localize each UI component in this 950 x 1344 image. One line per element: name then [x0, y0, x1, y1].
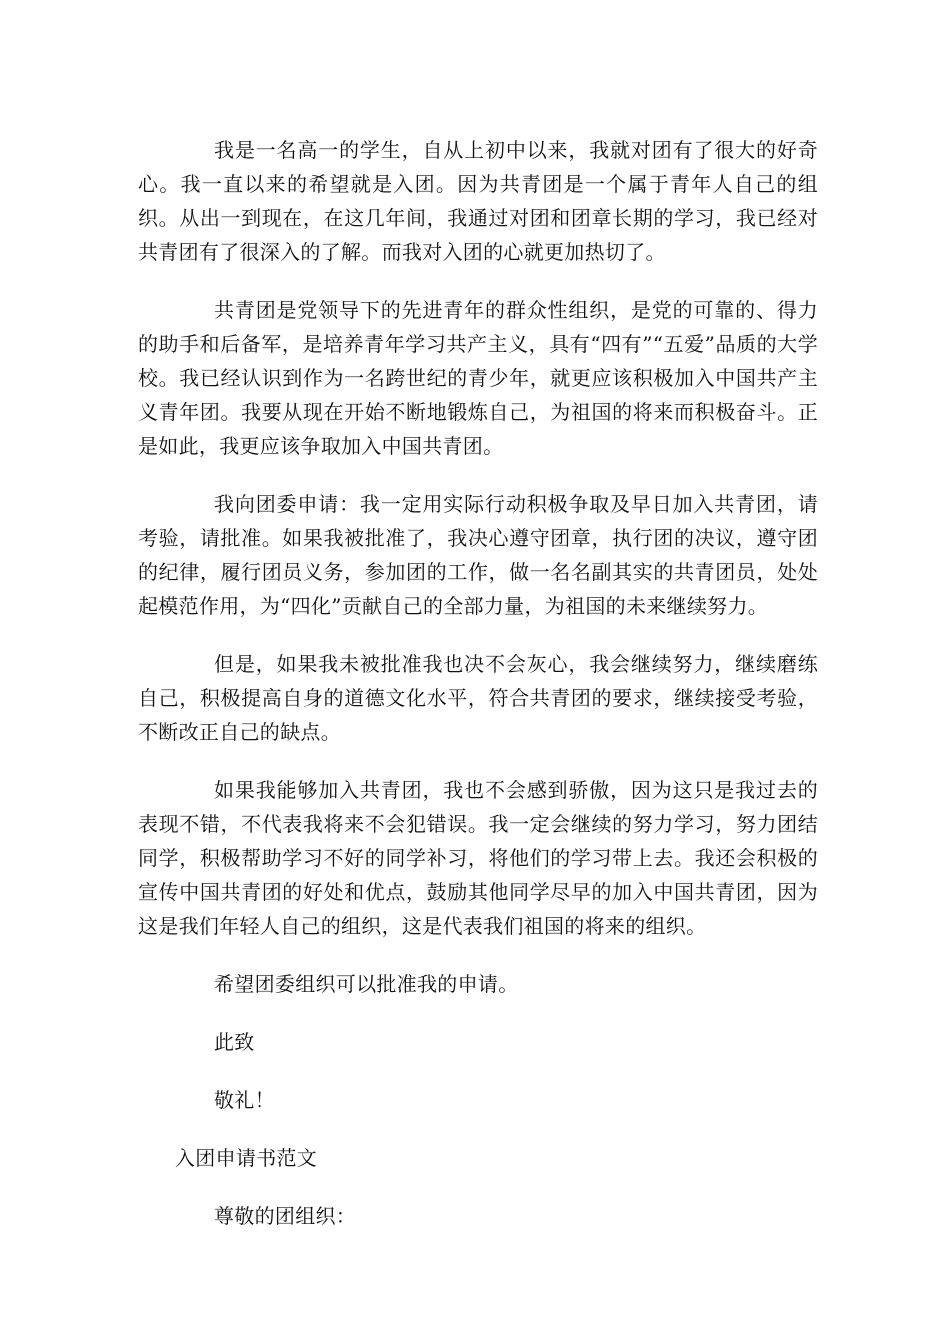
salutation-jingli: 敬礼！	[214, 1088, 275, 1112]
paragraph-if-accepted: 如果我能够加入共青团，我也不会感到骄傲，因为这只是我过去的表现不错，不代表我将来不会犯错误。我一定会继续的努力学习，努力团结同学，积极帮助学习不好的同学补习，将他们的学习带上去。我还会积极的宣传中国共青团的好处和优点，鼓励其他同学尽早的加入中国共青团，因为这是我们年轻人自己的组织，这是代表我们祖国的将来的组织。	[138, 778, 818, 938]
sample-title: 入团申请书范文	[175, 1146, 318, 1170]
paragraph-if-rejected: 但是，如果我未被批准我也决不会灰心，我会继续努力，继续磨练自己，积极提高自身的道德文化水平，符合共青团的要求，继续接受考验，不断改正自己的缺点。	[138, 652, 818, 744]
paragraph-league-description: 共青团是党领导下的先进青年的群众性组织，是党的可靠的、得力的助手和后备军，是培养青年学习共产主义，具有“四有”“五爱”品质的大学校。我已经认识到作为一名跨世纪的青少年，就更应该积极加入中国共产主义青年团。我要从现在开始不断地锻炼自己，为祖国的将来而积极奋斗。正是如此，我更应该争取加入中国共青团。	[138, 298, 818, 458]
document-body	[138, 133, 818, 1257]
salutation-cizhi: 此致	[214, 1030, 255, 1054]
paragraph-intro: 我是一名高一的学生，自从上初中以来，我就对团有了很大的好奇心。我一直以来的希望就是入团。因为共青团是一个属于青年人自己的组织。从出一到现在，在这几年间，我通过对团和团章长期的学习，我已经对共青团有了很深入的了解。而我对入团的心就更加热切了。	[138, 138, 818, 264]
greeting-line: 尊敬的团组织：	[214, 1204, 357, 1228]
paragraph-application: 我向团委申请：我一定用实际行动积极争取及早日加入共青团，请考验，请批准。如果我被批准了，我决心遵守团章，执行团的决议，遵守团的纪律，履行团员义务，参加团的工作，做一名名副其实的共青团员，处处起模范作用，为“四化”贡献自己的全部力量，为祖国的未来继续努力。	[138, 492, 818, 618]
closing-request: 希望团委组织可以批准我的申请。	[214, 972, 519, 996]
